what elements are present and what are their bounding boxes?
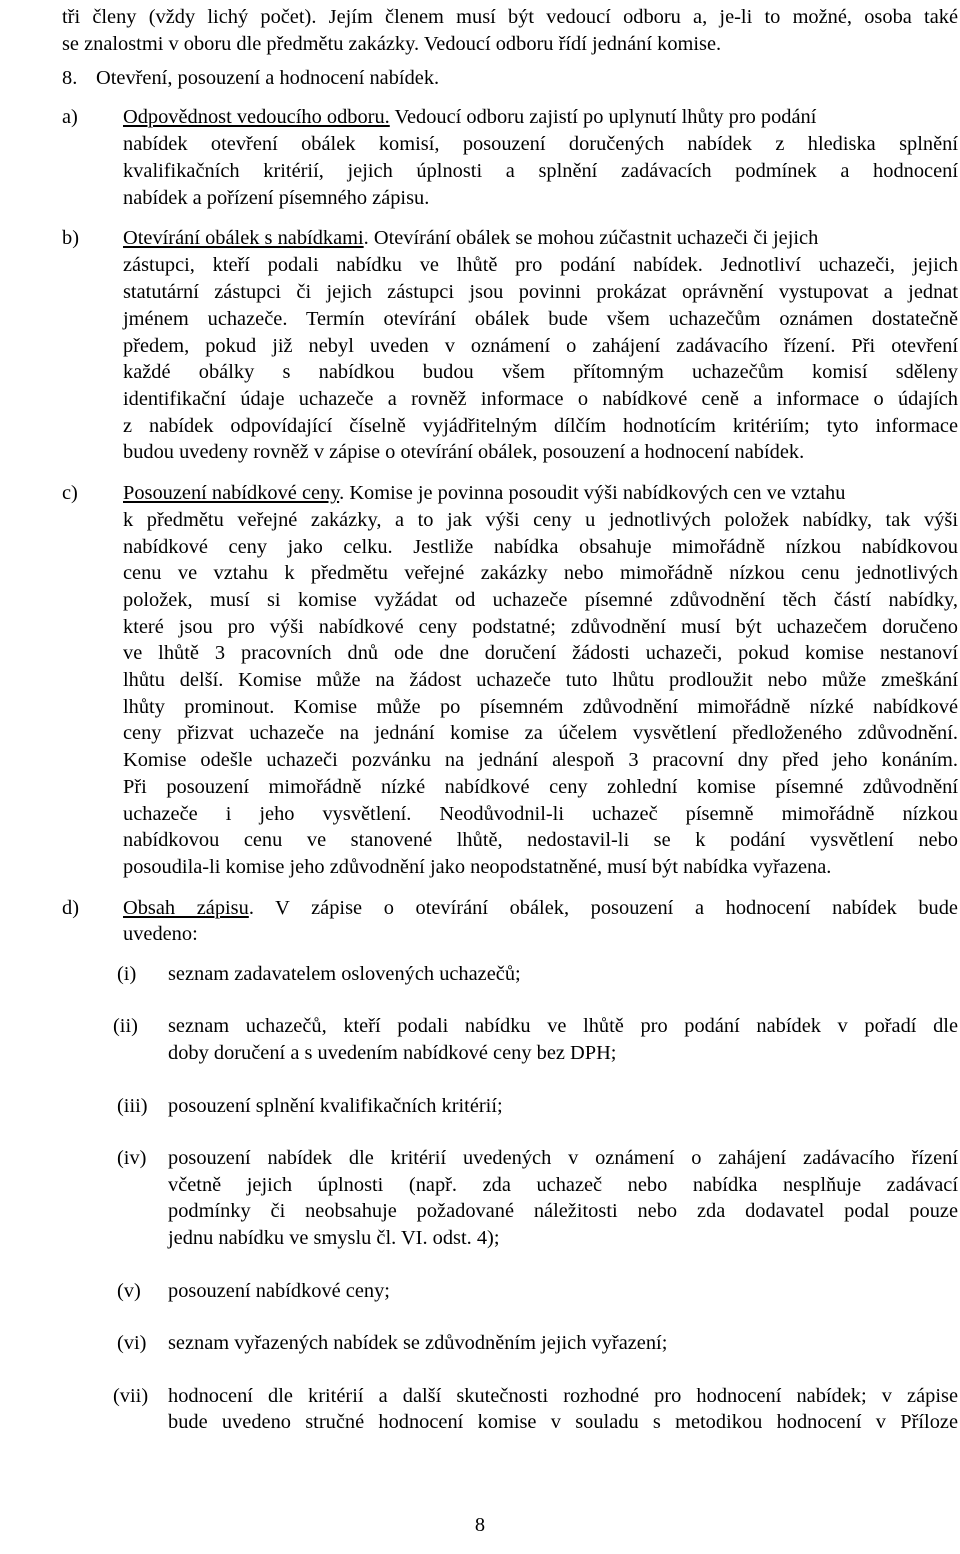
item-b-text-3: jménem uchazeče. Termín otevírání obálek bude všem uchazečům oznámen dostatečně [123,308,958,330]
item-d-text-0: . V zápise o otevírání obálek, posouzení a hodnocení nabídek bude [248,897,958,919]
subitem-text: jednu nabídku ve smyslu čl. VI. odst. 4); [168,1227,500,1249]
subitem-text: včetně jejich úplnosti (např. zda uchazeč nebo nabídka nesplňuje zadávací [168,1174,958,1196]
item-c-text-14: posoudila-li komise jeho zdůvodnění jako neopodstatněné, musí být nabídka vyřazena. [123,856,832,878]
item-c-text-9: ceny přizvat uchazeče na jednání komise za účelem vysvětlení předloženého zdůvodnění. [123,722,958,744]
subitem-label: (iii) [117,1095,148,1117]
intro-line-1: tři členy (vždy lichý počet). Jejím členem musí být vedoucí odboru a, je-li to možné, osoba také [62,6,958,28]
item-b-heading: Otevírání obálek s nabídkami [123,227,364,249]
subitem-text: seznam uchazečů, kteří podali nabídku ve lhůtě pro podání nabídek v pořadí dle [168,1015,958,1037]
subitem-text: hodnocení dle kritérií a další skutečnosti rozhodné pro hodnocení nabídek; v zápise [168,1385,958,1407]
item-b-label: b) [62,227,79,249]
page-number: 8 [474,1514,486,1536]
item-a-first-line [123,104,816,131]
item-c-first-line [123,480,845,507]
item-c-text-13: nabídkovou cenu ve stanovené lhůtě, nedostavil-li se k podání vysvětlení nebo [123,829,958,851]
item-c-text-8: lhůty prominout. Komise může po písemném zdůvodnění mimořádně nízké nabídkové [123,696,958,718]
subitem-text: doby doručení a s uvedením nabídkové ceny bez DPH; [168,1042,617,1064]
item-b-first-line [123,225,818,252]
item-b-text-5: každé obálky s nabídkou budou všem přítomným uchazečům komisí sděleny [123,361,958,383]
item-c-text-2: nabídkové ceny jako celku. Jestliže nabídka obsahuje mimořádně nízkou nabídkovou [123,536,958,558]
subitem-label: (vi) [117,1332,147,1354]
item-d-first-line [123,895,958,922]
subitem-text: seznam zadavatelem oslovených uchazečů; [168,963,521,985]
subitem-label: (i) [117,963,137,985]
item-c-text-10: Komise odešle uchazeči pozvánku na jednání alespoň 3 pracovní dny před jeho konáním. [123,749,958,771]
item-d-label: d) [62,897,79,919]
subitem-text: seznam vyřazených nabídek se zdůvodněním jejich vyřazení; [168,1332,668,1354]
item-c-text-11: Při posouzení mimořádně nízké nabídkové ceny zohlední komise písemné zdůvodnění [123,776,958,798]
item-d-text-1: uvedeno: [123,923,198,945]
item-c-text-12: uchazeče i jeho vysvětlení. Neodůvodnil-li uchazeč písemně mimořádně nízkou [123,803,958,825]
item-a-text-2: kvalifikačních kritérií, jejich úplnosti a splnění zadávacích podmínek a hodnocení [123,160,958,182]
item-b-text-8: budou uvedeny rovněž v zápise o otevírání obálek, posouzení a hodnocení nabídek. [123,441,805,463]
item-c-text-0: . Komise je povinna posoudit výši nabídkových cen ve vztahu [339,482,846,504]
subitem-text: bude uvedeno stručné hodnocení komise v souladu s metodikou hodnocení v Příloze [168,1411,958,1433]
subitem-label: (v) [117,1280,141,1302]
item-b-text-2: statutární zástupci či jejich zástupci jsou povinni prokázat oprávnění vystupovat a jednat [123,281,958,303]
subitem-label: (vii) [113,1385,149,1407]
item-a-text-1: nabídek otevření obálek komisí, posouzení doručených nabídek z hlediska splnění [123,133,958,155]
item-c-text-5: které jsou pro výši nabídkové ceny podstatné; zdůvodnění musí být uchazečem doručeno [123,616,958,638]
subitem-text: podmínky či neobsahuje požadované náležitosti nebo zda dodavatel podal pouze [168,1200,958,1222]
item-c-text-4: položek, musí si komise vyžádat od uchazeče písemné zdůvodnění těch částí nabídky, [123,589,958,611]
item-d-heading: Obsah zápisu [123,897,249,919]
subitem-text: posouzení splnění kvalifikačních kritérií; [168,1095,503,1117]
item-c-label: c) [62,482,78,504]
subitem-label: (iv) [117,1147,147,1169]
subitem-text: posouzení nabídek dle kritérií uvedených v oznámení o zahájení zadávacího řízení [168,1147,958,1169]
item-a-text-3: nabídek a pořízení písemného zápisu. [123,187,430,209]
section-title: Otevření, posouzení a hodnocení nabídek. [96,67,440,89]
item-c-text-1: k předmětu veřejné zakázky, a to jak výši ceny u jednotlivých položek nabídky, tak výši [123,509,958,531]
item-b-text-6: identifikační údaje uchazeče a rovněž informace o nabídkové ceně a informace o údajích [123,388,958,410]
item-c-text-3: cenu ve vztahu k předmětu veřejné zakázky nebo mimořádně nízkou cenu jednotlivých [123,562,958,584]
item-b-text-0: . Otevírání obálek se mohou zúčastnit uchazeči či jejich [363,227,819,249]
section-number: 8. [62,67,78,89]
item-b-text-4: předem, pokud již nebyl uveden v oznámení o zahájení zadávacího řízení. Při otevření [123,335,958,357]
subitem-text: posouzení nabídkové ceny; [168,1280,390,1302]
intro-line-2: se znalostmi v oboru dle předmětu zakázky. Vedoucí odboru řídí jednání komise. [62,33,722,55]
item-c-text-6: ve lhůtě 3 pracovních dnů ode dne doručení žádosti uchazeči, pokud komise nestanoví [123,642,958,664]
item-b-text-7: z nabídek odpovídající číselně vyjádřitelným dílčím hodnotícím kritériím; tyto informace [123,415,958,437]
item-c-text-7: lhůtu delší. Komise může na žádost uchazeče tuto lhůtu prodloužit nebo může zmeškání [123,669,958,691]
item-a-heading: Odpovědnost vedoucího odboru. [123,106,390,128]
item-a-label: a) [62,106,78,128]
item-c-heading: Posouzení nabídkové ceny [123,482,340,504]
subitem-label: (ii) [113,1015,138,1037]
item-a-text-0: Vedoucí odboru zajistí po uplynutí lhůty pro podání [389,106,817,128]
item-b-text-1: zástupci, kteří podali nabídku ve lhůtě pro podání nabídek. Jednotliví uchazeči, jejich [123,254,958,276]
